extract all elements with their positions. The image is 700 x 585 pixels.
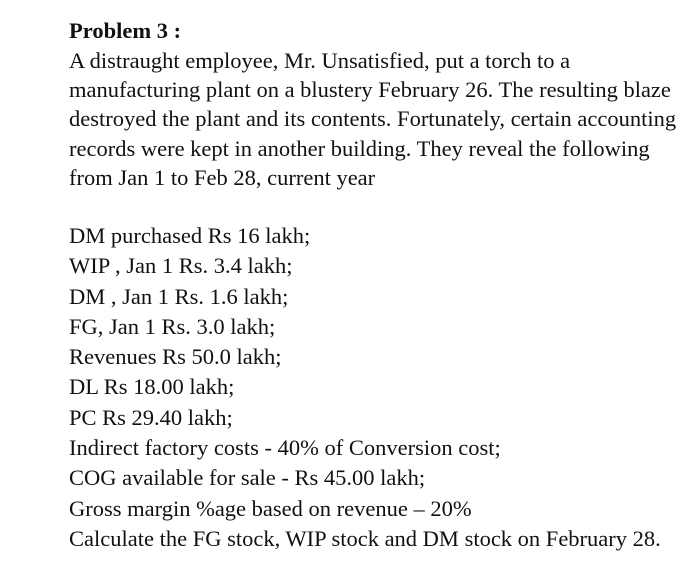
item-dm-jan1: DM , Jan 1 Rs. 1.6 lakh; xyxy=(69,283,289,309)
problem-document xyxy=(69,16,689,553)
item-indirect-factory-costs: Indirect factory costs - 40% of Conversion cost; xyxy=(69,435,501,461)
item-cog-available: COG available for sale - Rs 45.00 lakh; xyxy=(69,465,426,491)
problem-question: Calculate the FG stock, WIP stock and DM stock on February 28. xyxy=(69,525,661,551)
item-wip-jan1: WIP , Jan 1 Rs. 3.4 lakh; xyxy=(69,253,293,279)
problem-intro: A distraught employee, Mr. Unsatisfied, put a torch to a manufacturing plant on a blustery February 26. The resulting blaze destroyed the plant and its contents. Fortunately, certain accounting records were kept in another building. They reveal the following from Jan 1 to Feb 28, current year xyxy=(69,48,677,190)
item-fg-jan1: FG, Jan 1 Rs. 3.0 lakh; xyxy=(69,313,276,339)
item-revenues: Revenues Rs 50.0 lakh; xyxy=(69,344,282,370)
item-direct-labour: DL Rs 18.00 lakh; xyxy=(69,374,235,400)
given-data-list xyxy=(69,221,689,524)
item-prime-cost: PC Rs 29.40 lakh; xyxy=(69,404,233,430)
problem-title: Problem 3 : xyxy=(69,18,182,43)
item-gross-margin: Gross margin %age based on revenue – 20% xyxy=(69,495,472,521)
item-dm-purchased: DM purchased Rs 16 lakh; xyxy=(69,223,311,248)
